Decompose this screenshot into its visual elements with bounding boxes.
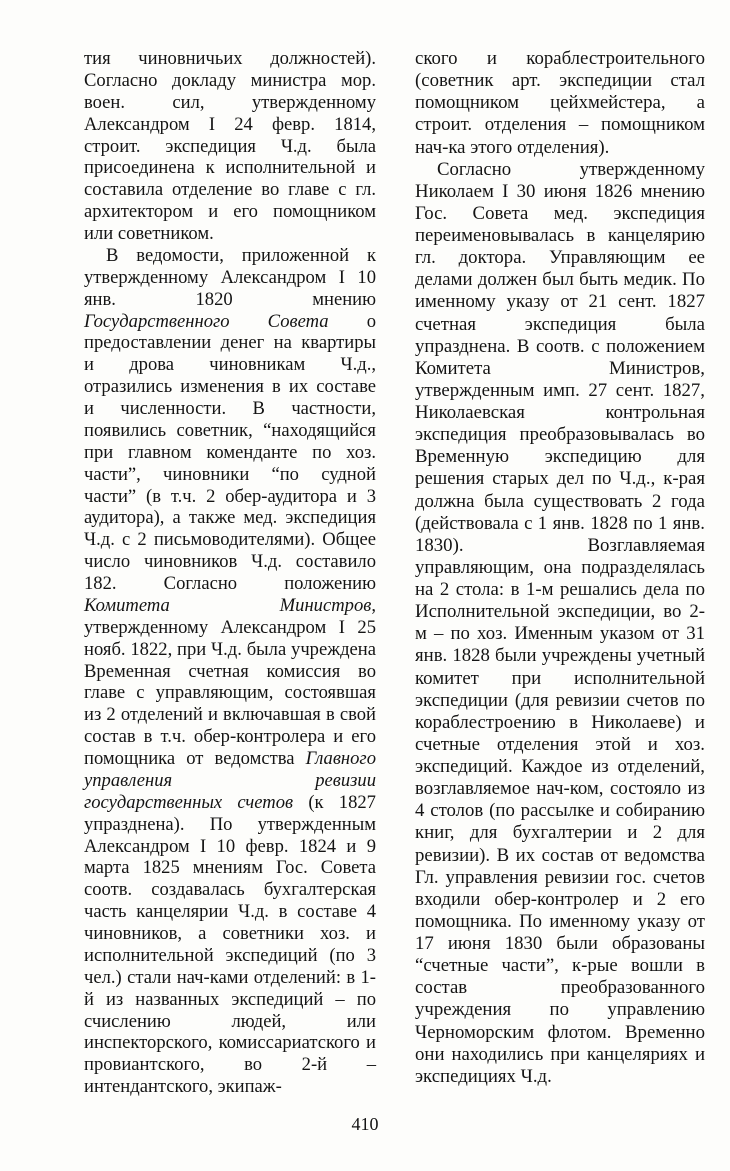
left-text-column <box>84 48 376 1098</box>
text-run: (к 1827 упразднена). По утвержденным Александром I 10 февр. 1824 и 9 марта 1825 мнениям Гос. Совета соотв. создавалась бухгалтерская часть канцелярии Ч.д. в составе 4 чиновников, а советники хоз. и исполнительной экспедиций (по 3 чел.) стали нач-ками отделений: в 1-й из названных экспедиций – по счислению людей, или инспекторского, комиссариатского и провиантского, во 2-й – интендантского, экипаж- <box>84 791 376 1098</box>
paragraph: тия чиновничьих должностей). Согласно докладу министра мор. воен. сил, утвержденному Александром I 24 февр. 1814, строит. экспедиция Ч.д. была присоединена к исполнительной и составила отделение во главе с гл. архитектором и его помощником или советником. <box>84 48 376 244</box>
paragraph: Согласно утвержденному Николаем I 30 июня 1826 мнению Гос. Совета мед. экспедиция переименовывалась в канцелярию гл. доктора. Управляющим ее делами должен был быть медик. По именному указу от 21 сент. 1827 счетная экспедиция была упразднена. В соотв. с положением Комитета Министров, утвержденным имп. 27 сент. 1827, Николаевская контрольная экспедиция преобразовывалась во Временную экспедицию для решения старых дел по Ч.д., к-рая должна была существовать 2 года (действовала с 1 янв. 1828 по 1 янв. 1830). Возглавляемая управляющим, она подразделялась на 2 стола: в 1-м решались дела по Исполнительной экспедиции, во 2-м – по хоз. Именным указом от 31 янв. 1828 были учреждены учетный комитет при исполнительной экспедиции (для ревизии счетов по кораблестроению в Николаеве) и счетные отделения этой и хоз. экспедиций. Каждое из отделений, возглавляемое нач-ком, состояло из 4 столов (по рассылке и собиранию книг, для бухгалтерии и 2 для ревизии). В их состав от ведомства Гл. управления ревизии гос. счетов входили обер-контролер и 2 его помощника. По именному указу от 17 июня 1830 были образованы “счетные части”, к-рые вошли в состав преобразованного учреждения по управлению Черноморским флотом. Временно они находились при канцеляриях и экспедициях Ч.д. <box>415 158 705 1087</box>
paragraph: ского и кораблестроительного (советник арт. экспедиции стал помощником цейхмейстера, а строит. отделения – помощником нач-ка этого отделения). <box>415 48 705 158</box>
italic-term: Комитета Министров <box>84 594 372 616</box>
italic-term: Главного управления ревизии государственных счетов <box>84 748 376 813</box>
text-run: В ведомости, приложенной к утвержденному Александром I 10 янв. 1820 мнению <box>84 244 376 310</box>
text-run: о предоставлении денег на квартиры и дрова чиновникам Ч.д., отразились изменения в их составе и численности. В частности, появились советник, “находящийся при главном коменданте по хоз. части”, чиновники “по судной части” (в т.ч. 2 обер-аудитора и 3 аудитора), а также мед. экспедиция Ч.д. с 2 письмоводителями). Общее число чиновников Ч.д. составило 182. Согласно положению <box>84 310 376 594</box>
text-run: , утвержденному Александром I 25 нояб. 1822, при Ч.д. была учреждена Временная счетная комиссия во главе с управляющим, состоявшая из 2 отделений и включавшая в свой состав в т.ч. обер-контролера и его помощника от ведомства <box>84 594 376 769</box>
page-number: 410 <box>351 1114 379 1134</box>
italic-term: Государственного Совета <box>84 310 329 332</box>
paragraph <box>84 245 376 1098</box>
right-text-column <box>415 48 705 1088</box>
